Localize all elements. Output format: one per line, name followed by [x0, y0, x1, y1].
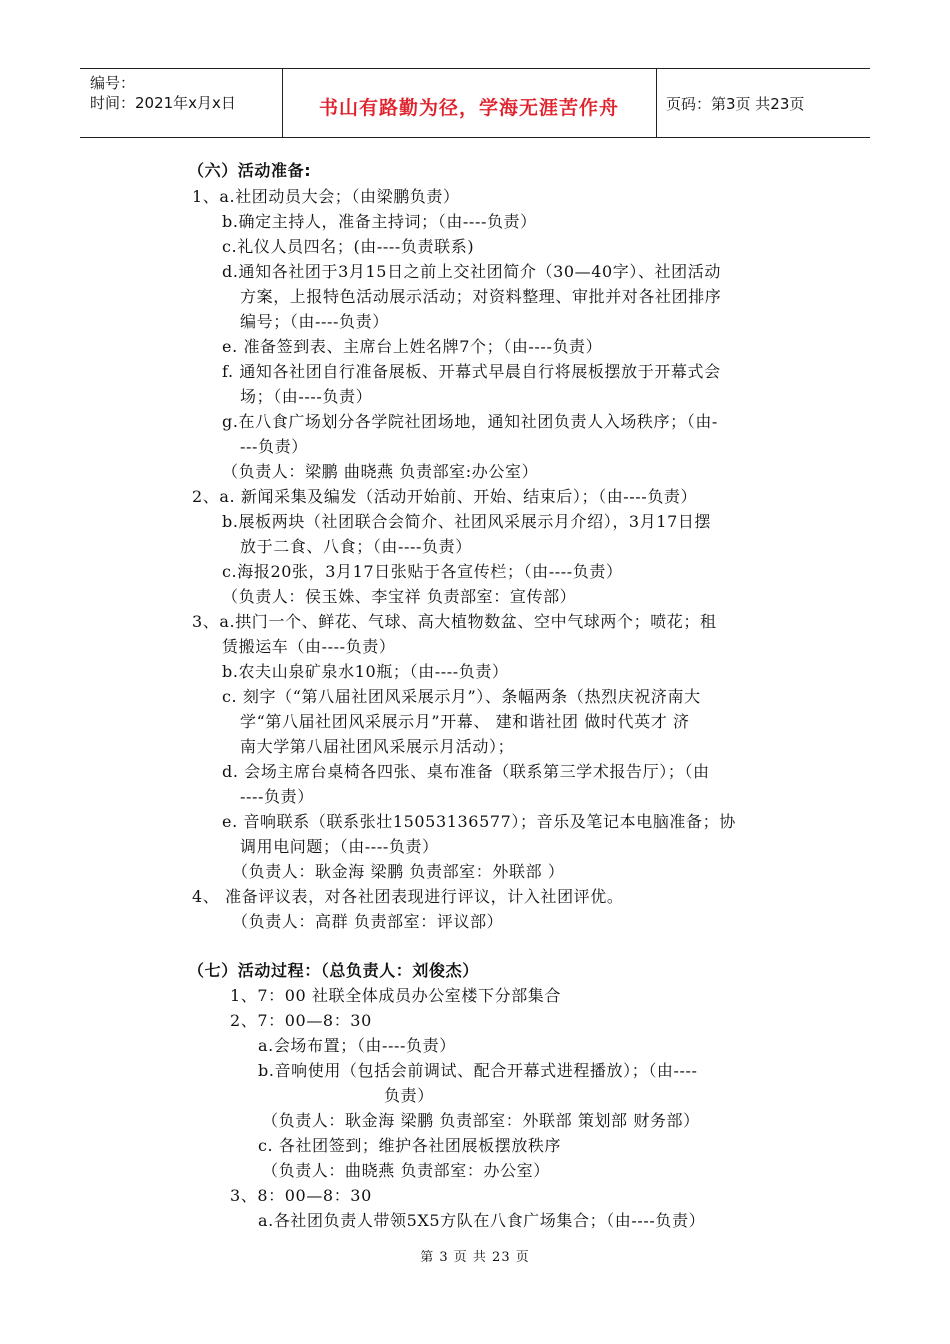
- body-line: （负责人：侯玉姝、李宝祥 负责部室：宣传部）: [222, 587, 577, 606]
- page-footer: 第 3 页 共 23 页: [420, 1250, 530, 1265]
- header-divider: [656, 69, 657, 137]
- body-line: e. 音响联系（联系张壮15053136577）；音乐及笔记本电脑准备；协: [222, 812, 736, 831]
- body-line: b.农夫山泉矿泉水10瓶；（由----负责）: [222, 662, 509, 681]
- body-line: f. 通知各社团自行准备展板、开幕式早晨自行将展板摆放于开幕式会: [222, 362, 721, 381]
- serial-label: 编号：: [90, 74, 136, 92]
- body-line: （负责人：高群 负责部室：评议部）: [232, 912, 504, 931]
- header-meta: [90, 73, 236, 113]
- body-line: b.音响使用（包括会前调试、配合开幕式进程播放）；（由----: [258, 1061, 698, 1080]
- body-line: c.礼仪人员四名；(由----负责联系): [222, 237, 475, 256]
- body-line: 放于二食、八食；（由----负责）: [240, 537, 472, 556]
- section-heading-7: （七）活动过程：（总负责人：刘俊杰）: [188, 961, 479, 980]
- body-line: 2、a. 新闻采集及编发（活动开始前、开始、结束后）；（由----负责）: [192, 487, 698, 506]
- body-line: c. 刻字（“第八届社团风采展示月”）、条幅两条（热烈庆祝济南大: [222, 687, 701, 706]
- body-line: b.展板两块（社团联合会简介、社团风采展示月介绍），3月17日摆: [222, 512, 712, 531]
- body-line: c.海报20张，3月17日张贴于各宣传栏；（由----负责）: [222, 562, 623, 581]
- body-line: 1、a.社团动员大会；（由梁鹏负责）: [192, 187, 460, 206]
- body-line: （负责人：耿金海 梁鹏 负责部室：外联部 ）: [232, 862, 565, 881]
- header-page-number: 页码：第3页 共23页: [666, 95, 805, 113]
- body-line: （负责人：梁鹏 曲晓燕 负责部室:办公室）: [222, 462, 539, 481]
- body-line: 3、a.拱门一个、鲜花、气球、高大植物数盆、空中气球两个；喷花；租: [192, 612, 717, 631]
- body-line: 负责）: [384, 1086, 434, 1105]
- body-line: g.在八食广场划分各学院社团场地，通知社团负责人入场秩序；（由-: [222, 412, 718, 431]
- body-line: （负责人：曲晓燕 负责部室：办公室）: [262, 1161, 550, 1180]
- body-line: 1、7：00 社联全体成员办公室楼下分部集合: [230, 986, 562, 1005]
- body-line: d. 会场主席台桌椅各四张、桌布准备（联系第三学术报告厅）；（由: [222, 762, 710, 781]
- body-line: 南大学第八届社团风采展示月活动）；: [240, 737, 515, 756]
- body-line: （负责人：耿金海 梁鹏 负责部室：外联部 策划部 财务部）: [262, 1111, 700, 1130]
- body-line: 编号；（由----负责）: [240, 312, 389, 331]
- body-line: 方案，上报特色活动展示活动；对资料整理、审批并对各社团排序: [240, 287, 722, 306]
- body-line: d.通知各社团于3月15日之前上交社团简介（30—40字）、社团活动: [222, 262, 721, 281]
- body-line: 3、8：00—8：30: [230, 1186, 372, 1205]
- body-line: a.会场布置；（由----负责）: [258, 1036, 456, 1055]
- body-line: c. 各社团签到；维护各社团展板摆放秩序: [258, 1136, 562, 1155]
- page-header: [80, 68, 870, 138]
- body-line: ----负责）: [240, 787, 314, 806]
- body-line: e. 准备签到表、主席台上姓名牌7个；（由----负责）: [222, 337, 603, 356]
- header-motto: 书山有路勤为径，学海无涯苦作舟: [318, 97, 619, 119]
- time-label: 时间：2021年x月x日: [90, 94, 236, 112]
- body-line: ---负责）: [240, 437, 308, 456]
- body-line: a.各社团负责人带领5X5方队在八食广场集合；（由----负责）: [258, 1211, 706, 1230]
- section-heading-6: （六）活动准备:: [188, 161, 312, 180]
- body-line: 学“第八届社团风采展示月”开幕、 建和谐社团 做时代英才 济: [240, 712, 690, 731]
- body-line: 2、7：00—8：30: [230, 1011, 372, 1030]
- body-line: 场；（由----负责）: [240, 387, 373, 406]
- body-line: 赁搬运车（由----负责）: [222, 637, 396, 656]
- body-line: b.确定主持人，准备主持词；（由----负责）: [222, 212, 537, 231]
- body-line: 4、 准备评议表，对各社团表现进行评议，计入社团评优。: [192, 887, 624, 906]
- body-line: 调用电问题；（由----负责）: [240, 837, 439, 856]
